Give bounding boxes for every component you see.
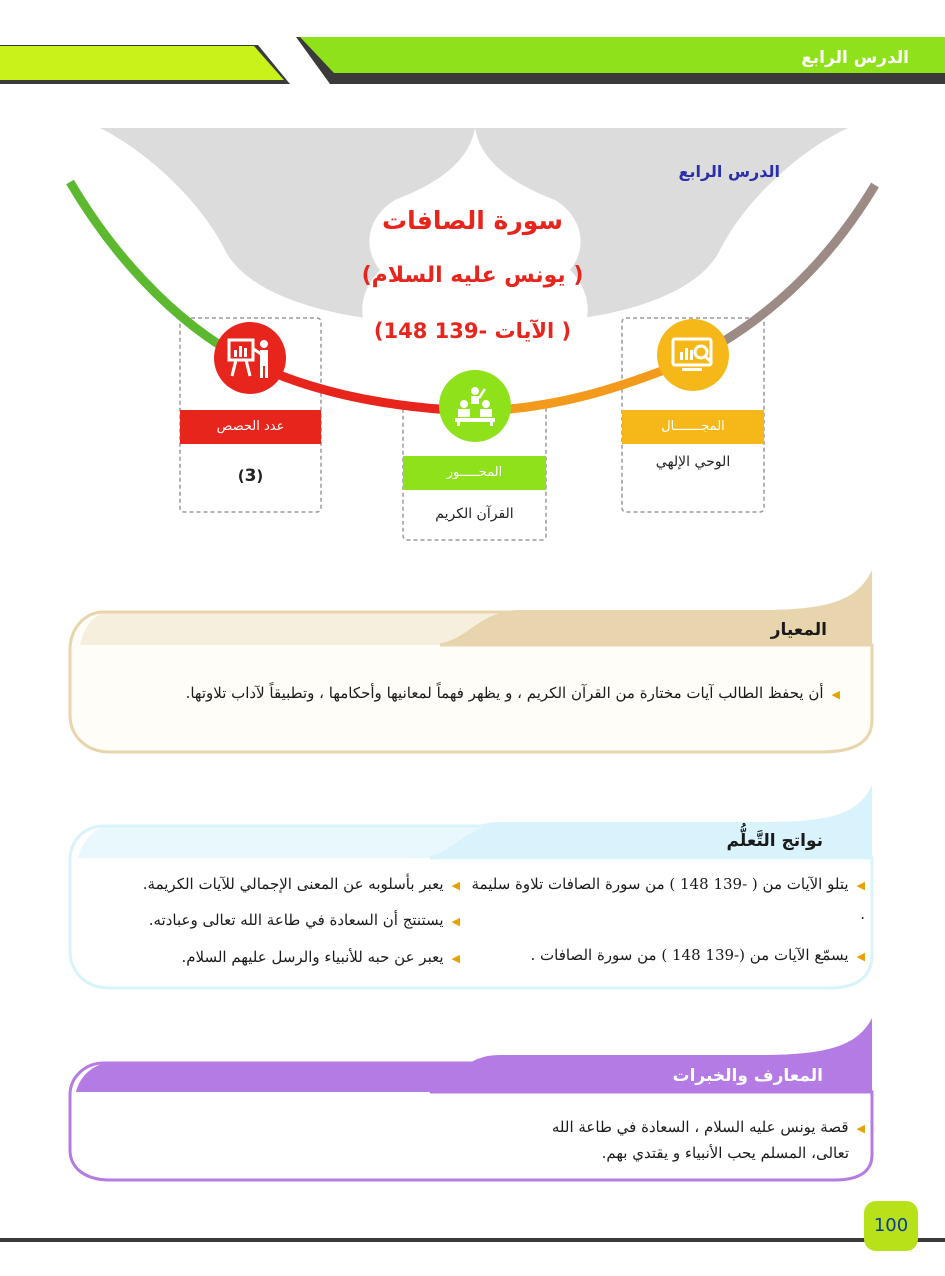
header-lesson-label: الدرس الرابع [801,48,909,68]
triangle-bullet-icon: ◀ [856,950,865,963]
outcome-right-1: ◀يتلو الآيات من ( -139 148 ) من سورة الصافات تلاوة سليمة . [471,875,865,923]
page-number: 100 [864,1201,918,1251]
presenter-board-icon [226,336,274,380]
domain-card-label: المجـــــــال [622,410,764,444]
triangle-bullet-icon: ◀ [856,1122,865,1135]
monitor-search-icon [670,334,718,378]
standard-frame [0,560,945,760]
periods-count: 3 [244,466,257,486]
standard-item: ◀أن يحفظ الطالب آيات مختارة من القرآن الكريم ، و يظهر فهماً لمعانيها وأحكامها ، وتطبيقاً لآداب تلاوتها. [185,684,840,702]
hero-verses: ( الآيات -139 148) [373,319,572,343]
hero-lesson-label: الدرس الرابع [678,162,780,181]
hero-subtitle: ( يونس عليه السلام) [361,263,584,288]
axis-card-label: المحـــــور [403,456,546,490]
outcome-left-1: ◀يعبر بأسلوبه عن المعنى الإجمالي للآيات الكريمة. [142,875,460,893]
knowledge-item: ◀قصة يونس عليه السلام ، السعادة في طاعة الله تعالى، المسلم يحب الأنبياء و يقتدي بهم. [551,1118,865,1162]
triangle-bullet-icon: ◀ [451,879,460,892]
standard-title: المعيار [770,620,827,640]
hero-title: سورة الصافات [382,206,563,235]
triangle-bullet-icon: ◀ [451,952,460,965]
footer-rule [0,1238,945,1242]
axis-card-value: القرآن الكريم [435,506,514,522]
knowledge-title: المعارف والخبرات [672,1066,823,1086]
triangle-bullet-icon: ◀ [856,879,865,892]
outcome-left-2: ◀يستنتج أن السعادة في طاعة الله تعالى وعبادته. [148,911,460,929]
outcome-left-3: ◀يعبر عن حبه للأنبياء والرسل عليهم السلام. [181,948,460,966]
outcomes-title: نواتج التَّعلُّم [726,831,823,851]
triangle-bullet-icon: ◀ [831,688,840,701]
domain-card-value: الوحي الإلهي [655,454,731,470]
triangle-bullet-icon: ◀ [451,915,460,928]
periods-card-label: عدد الحصص [180,410,321,444]
periods-card-value: (3) [237,466,264,486]
classroom-icon [453,385,497,427]
outcome-right-2: ◀يسمّع الآيات من (-139 148 ) من سورة الصافات . [530,946,865,964]
